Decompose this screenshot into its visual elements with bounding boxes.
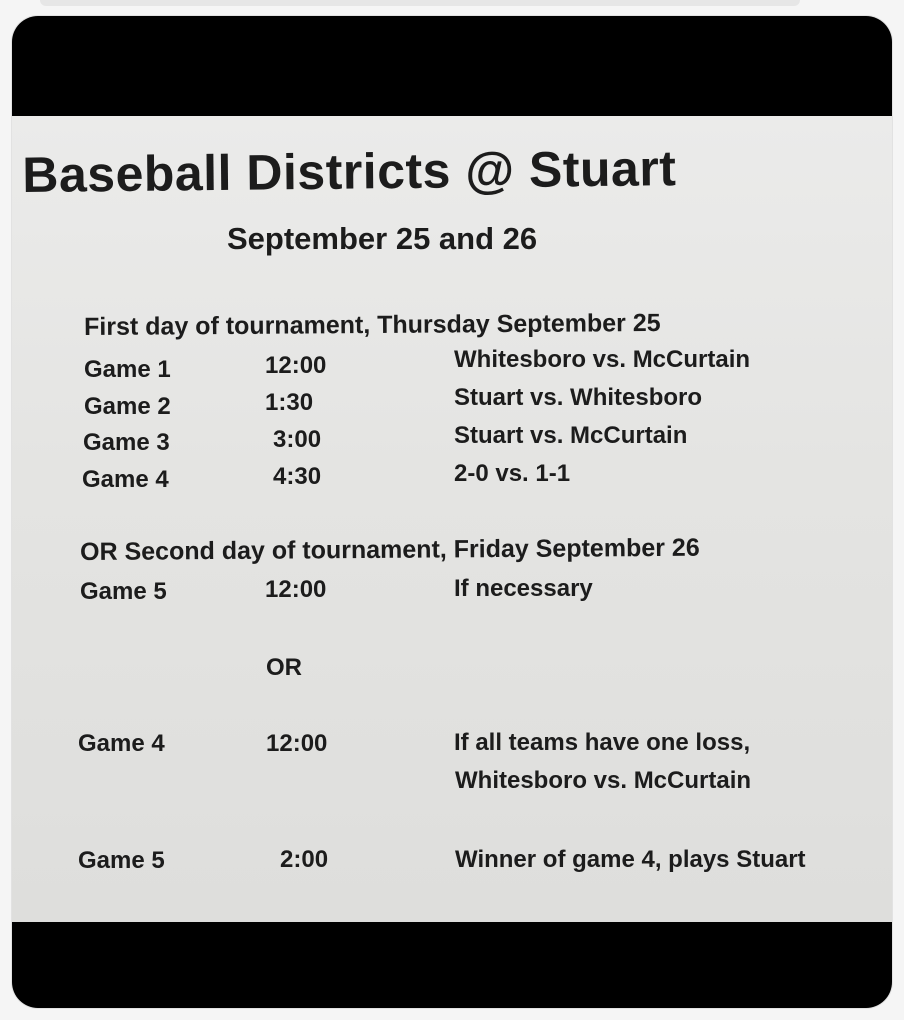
day1-game-label: Game 2 bbox=[84, 393, 171, 420]
document-subtitle: September 25 and 26 bbox=[227, 221, 538, 256]
day2-heading: OR Second day of tournament, Friday September 26 bbox=[80, 533, 700, 566]
day2-game-time: 12:00 bbox=[266, 730, 328, 757]
or-separator: OR bbox=[266, 654, 302, 681]
day1-game-matchup: Stuart vs. McCurtain bbox=[454, 422, 688, 449]
schedule-paper bbox=[12, 116, 892, 922]
photo-card[interactable] bbox=[12, 16, 892, 1008]
day2-game-label: Game 5 bbox=[80, 578, 167, 605]
day2-game-time: 2:00 bbox=[280, 846, 329, 873]
day1-heading: First day of tournament, Thursday September 25 bbox=[84, 308, 661, 341]
day1-game-matchup: Whitesboro vs. McCurtain bbox=[454, 346, 751, 373]
day1-game-matchup: 2-0 vs. 1-1 bbox=[454, 460, 571, 487]
day2-game-matchup-line1: Winner of game 4, plays Stuart bbox=[455, 846, 806, 873]
previous-item-edge bbox=[40, 0, 800, 6]
day2-game-matchup-line2: Whitesboro vs. McCurtain bbox=[455, 767, 752, 794]
day2-game-time: 12:00 bbox=[265, 576, 327, 603]
day1-game-matchup: Stuart vs. Whitesboro bbox=[454, 384, 703, 411]
day2-game-label: Game 5 bbox=[78, 847, 165, 874]
day2-game-matchup-line1: If all teams have one loss, bbox=[454, 729, 751, 756]
day1-game-time: 12:00 bbox=[265, 352, 327, 379]
day1-game-time: 1:30 bbox=[265, 389, 314, 416]
day1-game-time: 3:00 bbox=[273, 426, 322, 453]
day1-game-time: 4:30 bbox=[273, 463, 322, 490]
day2-game-matchup: If necessary bbox=[454, 575, 593, 602]
day1-game-label: Game 1 bbox=[84, 356, 171, 383]
document-title: Baseball Districts @ Stuart bbox=[22, 140, 677, 203]
day2-game-label: Game 4 bbox=[78, 730, 165, 757]
day1-game-label: Game 4 bbox=[82, 466, 169, 493]
day1-game-label: Game 3 bbox=[83, 429, 170, 456]
